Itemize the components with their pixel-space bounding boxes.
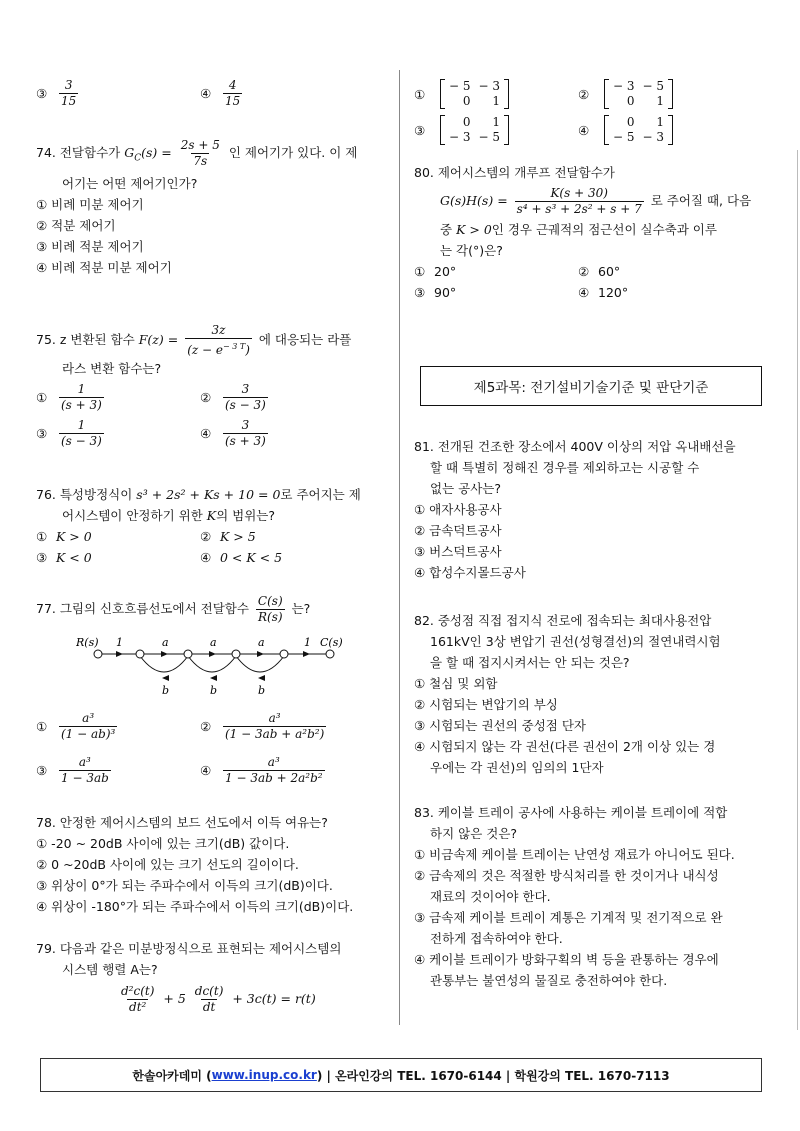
matrix: 0 1 − 5 − 3 xyxy=(604,115,673,145)
question-78: 78. 안정한 제어시스템의 보드 선도에서 이득 여유는? ① -20 ~ 20dB 사이에 있는 크기(dB) 값이다. ② 0 ~20dB 사이에 있는 크기 선도의 길이이다. ③ 위상이 0°가 되는 주파수에서 이득의 크기(dB)이다. ④ 위상이 -180°가 되는 주파수에서 이득의 크기(dB)이다. xyxy=(36,812,388,917)
question-75: 75. z 변환된 함수 F(z) = $\frac{3z}{(z - e^{- 3 T})}$ 에 대응되는 라플 라스 변환 함수는? ① $\frac{1}{(s + 3)}$ ② $\frac{3}{(s - 3)}$ ③ $\frac{1}{(s - 3)}$ ④ $\frac{3}{(s + 3)}$ xyxy=(36,323,352,448)
option: ③ 버스덕트공사 xyxy=(414,544,502,559)
differential-equation: $\frac{\text{d²c(t)}}{\text{dt²}}$ + 5 $\frac{dc(t)}{dt}$ + 3c(t) = r(t) xyxy=(121,984,316,1014)
option: ③ 비례 적분 제어기 xyxy=(36,238,144,254)
option: ③ 위상이 0°가 되는 주파수에서 이득의 크기(dB)이다. xyxy=(36,878,333,893)
option: ④ 시험되지 않는 각 권선(다른 권선이 2개 이상 있는 경 xyxy=(414,739,716,754)
option: ② 0 ~20dB 사이에 있는 크기 선도의 길이이다. xyxy=(36,857,299,872)
section-title: 제5과목: 전기설비기술기준 및 판단기준 xyxy=(420,366,762,406)
node-label: R(s) xyxy=(76,636,99,649)
branch-label: b xyxy=(210,684,218,696)
branch-label: a xyxy=(258,636,265,649)
option: ① -20 ~ 20dB 사이에 있는 크기(dB) 값이다. xyxy=(36,836,290,851)
branch-label: a xyxy=(162,636,169,649)
option: ④ 케이블 트레이가 방화구획의 벽 등을 관통하는 경우에 xyxy=(414,952,719,967)
option: ④ 비례 적분 미분 제어기 xyxy=(36,259,172,275)
branch-label: a xyxy=(210,636,217,649)
page-edge-line xyxy=(797,150,798,1030)
question-83: 83. 케이블 트레이 공사에 사용하는 케이블 트레이에 적합 하지 않은 것은? ① 비금속제 케이블 트레이는 난연성 재료가 아니어도 된다. ② 금속제의 것은 적절한 방식처리를 한 것이거나 내식성 재료의 것이어야 한다. ③ 금속제 케이블 트레이 계통은 기계적 및 전기적으로 완 전하게 접속하여야 한다. ④ 케이블 트레이가 방화구획의 벽 등을 관통하는 경우에 관통부는 불연성의 물질로 충전하여야 한다. xyxy=(414,802,766,991)
branch-label: 1 xyxy=(304,636,311,649)
option: ② 금속제의 것은 적절한 방식처리를 한 것이거나 내식성 xyxy=(414,868,719,883)
fraction: $\frac{K(s + 30)}{\text{s⁴ + s³ + 2s² + s + 7}}$ xyxy=(516,186,642,216)
question-82: 82. 중성점 직접 접지식 전로에 접속되는 최대사용전압 161kV인 3상 변압기 권선(성형결선)의 절연내력시험 을 할 때 접지시켜서는 안 되는 것은? ① 철심 및 외함 ② 시험되는 변압기의 부싱 ③ 시험되는 권선의 중성점 단자 ④ 시험되지 않는 각 권선(다른 권선이 2개 이상 있는 경 우에는 각 권선)의 임의의 1단자 xyxy=(414,610,766,778)
branch-label: b xyxy=(258,684,266,696)
option: ③ 시험되는 권선의 중성점 단자 xyxy=(414,718,587,733)
question-74: 74. 전달함수가 $G_C(s)$ = $\frac{2s + 5}{7s}$ 인 제어기가 있다. 이 제 어기는 어떤 제어기인가? ① 비례 미분 제어기 ② 적분 제어기 ③ 비례 적분 제어기 ④ 비례 적분 미분 제어기 xyxy=(36,138,388,278)
option: ② 시험되는 변압기의 부싱 xyxy=(414,697,558,712)
branch-label: 1 xyxy=(116,636,123,649)
question-81: 81. 전개된 건조한 장소에서 400V 이상의 저압 옥내배선을 할 때 특별히 정해진 경우를 제외하고는 시공할 수 없는 공사는? ① 애자사용공사 ② 금속덕트공사 ③ 버스덕트공사 ④ 합성수지몰드공사 xyxy=(414,436,766,583)
matrix: − 3 − 5 0 1 xyxy=(604,79,673,109)
fraction: $\frac{4}{15}$ xyxy=(225,78,241,108)
q79-options: ① − 5 − 3 0 1 ② − 3 − 5 0 1 ③ 0 1 − 3 − 5 ④ 0 1 − 5 − 3 xyxy=(414,76,766,148)
question-79: 79. 다음과 같은 미분방정식으로 표현되는 제어시스템의 시스템 행렬 A는? $\frac{\text{d²c(t)}}{\text{dt²}}$ + 5 $\frac{dc(t)}{dt}$ + 3c(t) = r(t) xyxy=(36,938,388,1015)
option: ① 애자사용공사 xyxy=(414,502,502,517)
fraction: $\frac{C(s)}{R(s)}$ xyxy=(257,594,283,624)
fraction: $\frac{3}{15}$ xyxy=(61,78,77,108)
option: ④ 위상이 -180°가 되는 주파수에서 이득의 크기(dB)이다. xyxy=(36,899,354,914)
node-label: C(s) xyxy=(320,636,343,649)
option: ① 철심 및 외함 xyxy=(414,676,498,691)
question-76: 76. 특성방정식이 s³ + 2s² + Ks + 10 = 0로 주어지는 제 어시스템이 안정하기 위한 K의 범위는? ① K > 0 ② K > 5 ③ K < 0 ④ 0 < K < 5 xyxy=(36,487,361,565)
question-80: 80. 제어시스템의 개루프 전달함수가 G(s)H(s) = $\frac{K(s + 30)}{\text{s⁴ + s³ + 2s² + s + 7}}$ 로 주어질 때, 다음 중 K > 0인 경우 근궤적의 점근선이 실수축과 이루 는 각(°)은? ① 20° ② 60° ③ 90° ④ 120° xyxy=(414,165,752,300)
signal-flow-graph xyxy=(76,632,356,696)
matrix: 0 1 − 3 − 5 xyxy=(440,115,509,145)
matrix: − 5 − 3 0 1 xyxy=(440,79,509,109)
fraction: $\frac{2s + 5}{7s}$ xyxy=(180,138,220,168)
question-77: 77. 그림의 신호흐름선도에서 전달함수 $\frac{C(s)}{R(s)}$ 는? R(s) 1 a a a 1 C(s) b b b ① $\frac{\text{a³}}{\text{(1 − ab)³}}$ ② $\frac{\text{a³}}{\text{(1 − 3ab + a²b²)}}$ ③ $\frac{\text{a³}}{1 - 3ab}$ ④ $\frac{\text{a³}}{\text{1 − 3ab + 2a²b²}}$ xyxy=(36,592,388,792)
branch-label: b xyxy=(162,684,170,696)
footer-bar: 한솔아카데미 ( www.inup.co.kr ) | 온라인강의 TEL. 1670-6144 | 학원강의 TEL. 1670-7113 xyxy=(40,1058,762,1092)
option: ③ 금속제 케이블 트레이 계통은 기계적 및 전기적으로 완 xyxy=(414,910,723,925)
q73-options: ③ $\frac{3}{15}$ ④ $\frac{4}{15}$ xyxy=(36,78,241,108)
option: ② 적분 제어기 xyxy=(36,217,116,233)
column-divider xyxy=(399,70,400,1025)
website-link[interactable]: www.inup.co.kr xyxy=(211,1068,317,1082)
fraction: $\frac{3z}{(z - e^{- 3 T})}$ xyxy=(187,323,250,357)
option: ① 비례 미분 제어기 xyxy=(36,196,144,212)
option: ① 비금속제 케이블 트레이는 난연성 재료가 아니어도 된다. xyxy=(414,847,735,862)
option: ② 금속덕트공사 xyxy=(414,523,502,538)
option: ④ 합성수지몰드공사 xyxy=(414,565,526,580)
